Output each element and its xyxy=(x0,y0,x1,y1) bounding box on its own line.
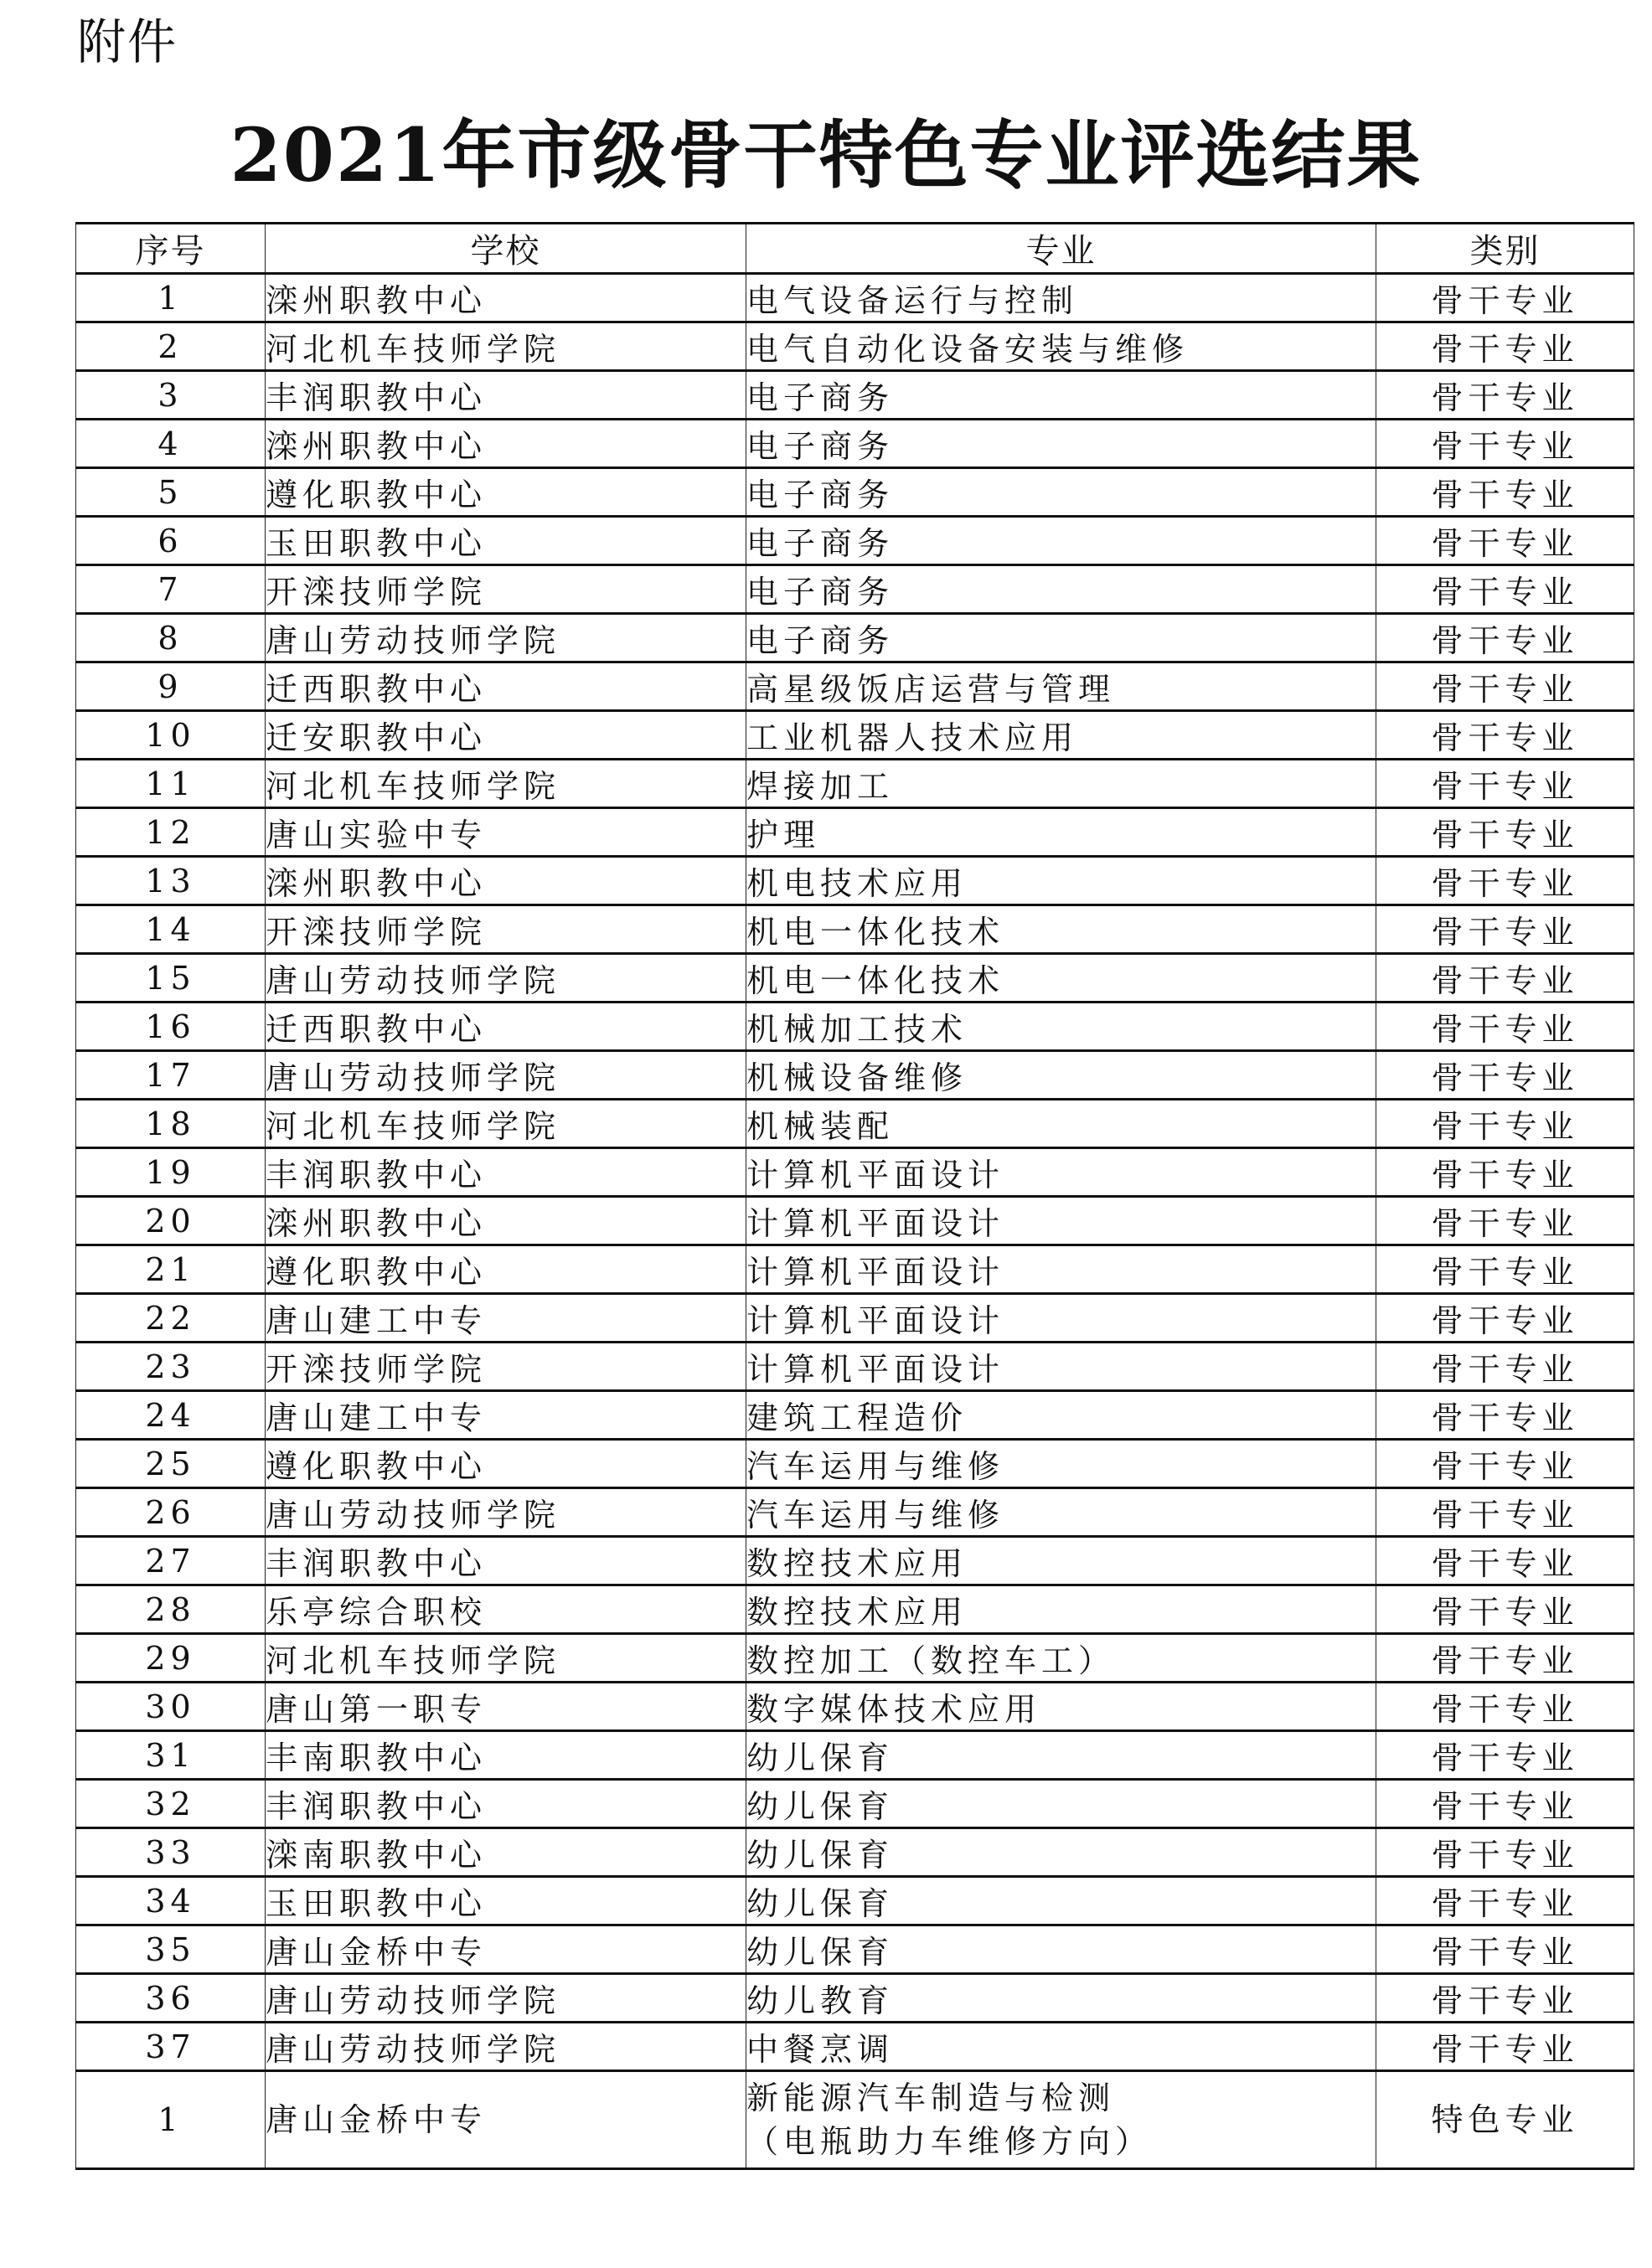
table-row xyxy=(76,808,1634,857)
cell-category: 骨干专业 xyxy=(1376,1828,1634,1877)
table-row xyxy=(76,1828,1634,1877)
cell-category: 骨干专业 xyxy=(1376,1537,1634,1585)
table-row xyxy=(76,1294,1634,1343)
cell-major: 电子商务 xyxy=(746,371,1376,420)
cell-school: 唐山金桥中专 xyxy=(266,2071,746,2169)
cell-category: 骨干专业 xyxy=(1376,760,1634,808)
table-row xyxy=(76,905,1634,954)
table-row xyxy=(76,274,1634,322)
cell-category: 骨干专业 xyxy=(1376,371,1634,420)
table-row xyxy=(76,954,1634,1003)
cell-number: 6 xyxy=(76,517,266,565)
cell-school: 遵化职教中心 xyxy=(266,468,746,517)
cell-school: 滦州职教中心 xyxy=(266,1197,746,1245)
table-row xyxy=(76,1391,1634,1440)
cell-number: 10 xyxy=(76,711,266,760)
header-category: 类别 xyxy=(1376,224,1634,274)
cell-school: 河北机车技师学院 xyxy=(266,322,746,371)
cell-major: 电子商务 xyxy=(746,468,1376,517)
cell-number: 8 xyxy=(76,614,266,662)
cell-category: 骨干专业 xyxy=(1376,614,1634,662)
table-row xyxy=(76,614,1634,662)
header-school: 学校 xyxy=(266,224,746,274)
cell-category: 骨干专业 xyxy=(1376,1294,1634,1343)
cell-school: 乐亭综合职校 xyxy=(266,1585,746,1634)
table-row xyxy=(76,371,1634,420)
cell-school: 唐山建工中专 xyxy=(266,1391,746,1440)
table-row xyxy=(76,857,1634,905)
cell-school: 唐山劳动技师学院 xyxy=(266,2023,746,2071)
cell-major xyxy=(746,2071,1376,2169)
cell-category: 骨干专业 xyxy=(1376,565,1634,614)
cell-category: 骨干专业 xyxy=(1376,1003,1634,1051)
cell-major: 计算机平面设计 xyxy=(746,1245,1376,1294)
cell-major: 机械装配 xyxy=(746,1100,1376,1148)
cell-category: 骨干专业 xyxy=(1376,1634,1634,1683)
cell-category: 骨干专业 xyxy=(1376,711,1634,760)
table-row xyxy=(76,1585,1634,1634)
table-row xyxy=(76,1683,1634,1731)
cell-category: 骨干专业 xyxy=(1376,1051,1634,1100)
cell-school: 河北机车技师学院 xyxy=(266,1634,746,1683)
cell-category: 骨干专业 xyxy=(1376,1585,1634,1634)
cell-number: 34 xyxy=(76,1877,266,1925)
cell-school: 滦州职教中心 xyxy=(266,274,746,322)
cell-school: 开滦技师学院 xyxy=(266,1343,746,1391)
cell-number: 1 xyxy=(76,274,266,322)
cell-number: 25 xyxy=(76,1440,266,1488)
cell-major: 幼儿保育 xyxy=(746,1877,1376,1925)
cell-category: 骨干专业 xyxy=(1376,954,1634,1003)
cell-major: 高星级饭店运营与管理 xyxy=(746,662,1376,711)
cell-number: 20 xyxy=(76,1197,266,1245)
cell-school: 迁西职教中心 xyxy=(266,662,746,711)
table-row xyxy=(76,1634,1634,1683)
cell-school: 唐山劳动技师学院 xyxy=(266,614,746,662)
cell-major: 数控技术应用 xyxy=(746,1585,1376,1634)
cell-major: 汽车运用与维修 xyxy=(746,1488,1376,1537)
cell-major: 机电一体化技术 xyxy=(746,954,1376,1003)
cell-school: 遵化职教中心 xyxy=(266,1440,746,1488)
table-row xyxy=(76,1051,1634,1100)
cell-major: 电子商务 xyxy=(746,565,1376,614)
cell-major: 幼儿教育 xyxy=(746,1974,1376,2023)
cell-category: 骨干专业 xyxy=(1376,1925,1634,1974)
cell-category: 骨干专业 xyxy=(1376,857,1634,905)
cell-number: 12 xyxy=(76,808,266,857)
cell-major: 机电一体化技术 xyxy=(746,905,1376,954)
table-row xyxy=(76,565,1634,614)
cell-category: 骨干专业 xyxy=(1376,1100,1634,1148)
cell-category: 骨干专业 xyxy=(1376,808,1634,857)
cell-number: 36 xyxy=(76,1974,266,2023)
document-title: 2021年市级骨干特色专业评选结果 xyxy=(230,111,1422,198)
results-table xyxy=(75,222,1634,2170)
cell-major: 机械加工技术 xyxy=(746,1003,1376,1051)
cell-school: 玉田职教中心 xyxy=(266,517,746,565)
table-row xyxy=(76,322,1634,371)
cell-number: 5 xyxy=(76,468,266,517)
header-number: 序号 xyxy=(76,224,266,274)
major-line-1: 新能源汽车制造与检测 xyxy=(746,2080,1116,2116)
cell-school: 河北机车技师学院 xyxy=(266,1100,746,1148)
cell-number: 33 xyxy=(76,1828,266,1877)
cell-major: 计算机平面设计 xyxy=(746,1343,1376,1391)
cell-major: 护理 xyxy=(746,808,1376,857)
cell-major: 汽车运用与维修 xyxy=(746,1440,1376,1488)
table-row xyxy=(76,1003,1634,1051)
cell-category: 骨干专业 xyxy=(1376,274,1634,322)
cell-major: 幼儿保育 xyxy=(746,1925,1376,1974)
cell-school: 迁安职教中心 xyxy=(266,711,746,760)
cell-major: 幼儿保育 xyxy=(746,1731,1376,1780)
table-row xyxy=(76,1780,1634,1828)
cell-number: 17 xyxy=(76,1051,266,1100)
cell-category: 骨干专业 xyxy=(1376,1148,1634,1197)
cell-category: 骨干专业 xyxy=(1376,468,1634,517)
cell-category: 骨干专业 xyxy=(1376,905,1634,954)
cell-school: 丰润职教中心 xyxy=(266,1148,746,1197)
table-row xyxy=(76,711,1634,760)
cell-major: 电子商务 xyxy=(746,517,1376,565)
table-row xyxy=(76,1877,1634,1925)
cell-number: 7 xyxy=(76,565,266,614)
cell-school: 开滦技师学院 xyxy=(266,565,746,614)
cell-school: 遵化职教中心 xyxy=(266,1245,746,1294)
cell-category: 特色专业 xyxy=(1376,2071,1634,2169)
cell-major: 电气自动化设备安装与维修 xyxy=(746,322,1376,371)
cell-major: 中餐烹调 xyxy=(746,2023,1376,2071)
cell-school: 滦州职教中心 xyxy=(266,857,746,905)
cell-school: 迁西职教中心 xyxy=(266,1003,746,1051)
cell-category: 骨干专业 xyxy=(1376,1780,1634,1828)
cell-category: 骨干专业 xyxy=(1376,1683,1634,1731)
cell-category: 骨干专业 xyxy=(1376,322,1634,371)
cell-category: 骨干专业 xyxy=(1376,420,1634,468)
cell-school: 河北机车技师学院 xyxy=(266,760,746,808)
cell-number: 24 xyxy=(76,1391,266,1440)
cell-school: 唐山第一职专 xyxy=(266,1683,746,1731)
cell-major: 机电技术应用 xyxy=(746,857,1376,905)
cell-school: 丰润职教中心 xyxy=(266,371,746,420)
cell-number: 14 xyxy=(76,905,266,954)
cell-number: 31 xyxy=(76,1731,266,1780)
table-row xyxy=(76,517,1634,565)
cell-number: 32 xyxy=(76,1780,266,1828)
cell-school: 滦州职教中心 xyxy=(266,420,746,468)
cell-school: 丰润职教中心 xyxy=(266,1537,746,1585)
cell-school: 唐山劳动技师学院 xyxy=(266,954,746,1003)
cell-category: 骨干专业 xyxy=(1376,1440,1634,1488)
cell-category: 骨干专业 xyxy=(1376,517,1634,565)
cell-category: 骨干专业 xyxy=(1376,662,1634,711)
cell-number: 2 xyxy=(76,322,266,371)
cell-major: 数字媒体技术应用 xyxy=(746,1683,1376,1731)
cell-major: 幼儿保育 xyxy=(746,1828,1376,1877)
cell-school: 唐山建工中专 xyxy=(266,1294,746,1343)
cell-school: 唐山实验中专 xyxy=(266,808,746,857)
cell-school: 开滦技师学院 xyxy=(266,905,746,954)
table-header-row xyxy=(76,224,1634,274)
table-row xyxy=(76,1343,1634,1391)
cell-number: 9 xyxy=(76,662,266,711)
cell-school: 玉田职教中心 xyxy=(266,1877,746,1925)
table-row xyxy=(76,2023,1634,2071)
cell-category: 骨干专业 xyxy=(1376,1245,1634,1294)
cell-number: 16 xyxy=(76,1003,266,1051)
cell-category: 骨干专业 xyxy=(1376,1731,1634,1780)
cell-number: 13 xyxy=(76,857,266,905)
cell-major: 电子商务 xyxy=(746,614,1376,662)
cell-school: 唐山劳动技师学院 xyxy=(266,1051,746,1100)
cell-category: 骨干专业 xyxy=(1376,2023,1634,2071)
cell-number: 27 xyxy=(76,1537,266,1585)
cell-number: 35 xyxy=(76,1925,266,1974)
major-line-2: （电瓶助力车维修方向） xyxy=(746,2123,1153,2160)
table-row xyxy=(76,1925,1634,1974)
table-row xyxy=(76,1197,1634,1245)
cell-school: 唐山劳动技师学院 xyxy=(266,1488,746,1537)
cell-number: 23 xyxy=(76,1343,266,1391)
cell-category: 骨干专业 xyxy=(1376,1391,1634,1440)
cell-number: 3 xyxy=(76,371,266,420)
table-row xyxy=(76,420,1634,468)
table-row xyxy=(76,1440,1634,1488)
cell-number: 19 xyxy=(76,1148,266,1197)
cell-major: 电气设备运行与控制 xyxy=(746,274,1376,322)
cell-school: 唐山金桥中专 xyxy=(266,1925,746,1974)
table-row xyxy=(76,1731,1634,1780)
table-row xyxy=(76,760,1634,808)
cell-number: 1 xyxy=(76,2071,266,2169)
table-row xyxy=(76,1148,1634,1197)
cell-major: 数控技术应用 xyxy=(746,1537,1376,1585)
cell-number: 4 xyxy=(76,420,266,468)
cell-major: 焊接加工 xyxy=(746,760,1376,808)
cell-number: 30 xyxy=(76,1683,266,1731)
cell-number: 11 xyxy=(76,760,266,808)
table-row xyxy=(76,468,1634,517)
cell-number: 26 xyxy=(76,1488,266,1537)
cell-category: 骨干专业 xyxy=(1376,1197,1634,1245)
cell-school: 丰南职教中心 xyxy=(266,1731,746,1780)
cell-category: 骨干专业 xyxy=(1376,1974,1634,2023)
cell-number: 29 xyxy=(76,1634,266,1683)
cell-number: 37 xyxy=(76,2023,266,2071)
cell-number: 28 xyxy=(76,1585,266,1634)
table-row xyxy=(76,1488,1634,1537)
cell-number: 15 xyxy=(76,954,266,1003)
cell-major: 幼儿保育 xyxy=(746,1780,1376,1828)
cell-category: 骨干专业 xyxy=(1376,1488,1634,1537)
cell-major: 数控加工（数控车工） xyxy=(746,1634,1376,1683)
header-major: 专业 xyxy=(746,224,1376,274)
cell-major: 计算机平面设计 xyxy=(746,1294,1376,1343)
cell-major: 建筑工程造价 xyxy=(746,1391,1376,1440)
cell-major: 工业机器人技术应用 xyxy=(746,711,1376,760)
cell-major: 电子商务 xyxy=(746,420,1376,468)
table-row xyxy=(76,1974,1634,2023)
table-row xyxy=(76,1537,1634,1585)
featured-table-row xyxy=(76,2071,1634,2169)
cell-major: 机械设备维修 xyxy=(746,1051,1376,1100)
cell-major: 计算机平面设计 xyxy=(746,1148,1376,1197)
cell-school: 滦南职教中心 xyxy=(266,1828,746,1877)
cell-number: 21 xyxy=(76,1245,266,1294)
cell-category: 骨干专业 xyxy=(1376,1343,1634,1391)
cell-number: 18 xyxy=(76,1100,266,1148)
table-row xyxy=(76,1100,1634,1148)
cell-school: 唐山劳动技师学院 xyxy=(266,1974,746,2023)
table-row xyxy=(76,1245,1634,1294)
table-row xyxy=(76,662,1634,711)
cell-number: 22 xyxy=(76,1294,266,1343)
cell-category: 骨干专业 xyxy=(1376,1877,1634,1925)
cell-major: 计算机平面设计 xyxy=(746,1197,1376,1245)
attachment-label: 附件 xyxy=(77,13,178,70)
cell-school: 丰润职教中心 xyxy=(266,1780,746,1828)
